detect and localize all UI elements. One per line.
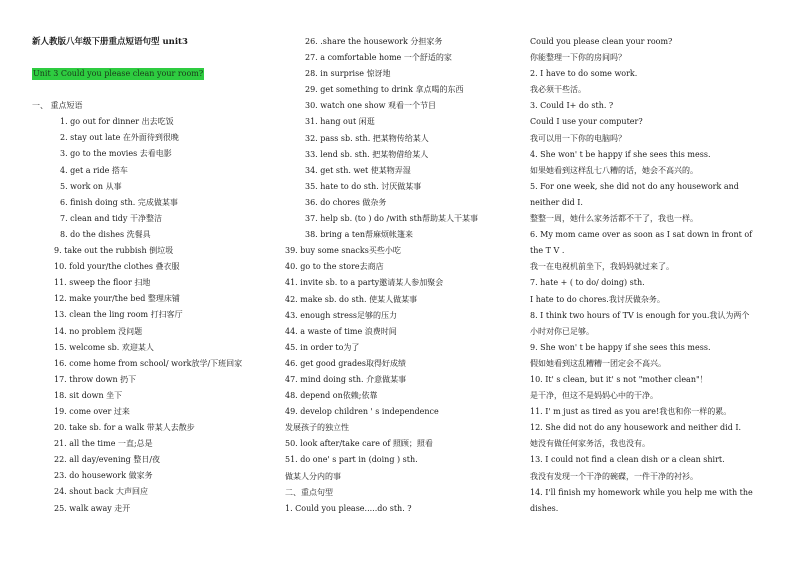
list-item: 8. I think two hours of TV is enough for you.我认为两个 (530, 310, 750, 320)
list-item: 6. My mom came over as soon as I sat down in front of (530, 230, 753, 240)
list-item: 35. hate to do sth. 讨厌做某事 (305, 181, 422, 191)
list-item: 3. Could I+ do sth. ? (530, 101, 614, 111)
list-item: Could you please clean your room? (530, 37, 673, 46)
list-item: 10. It' s clean, but it' s not "mother clean"！ (530, 374, 708, 384)
list-item: 24. shout back 大声回应 (54, 487, 149, 497)
phrase-list-middle (283, 34, 523, 517)
list-item: 做某人分内的事 (285, 471, 341, 481)
list-item: 12. make your/the bed 整理床铺 (54, 294, 180, 304)
list-item: 你能整理一下你的房间吗？ (530, 53, 626, 63)
list-item: 21. all the time 一直;总是 (54, 439, 153, 449)
list-item: 44. a waste of time 浪费时间 (285, 326, 397, 336)
list-item: 13. clean the ling room 打扫客厅 (54, 310, 183, 320)
column-left (32, 34, 282, 517)
list-item: 6. finish doing sth. 完成做某事 (60, 197, 178, 207)
list-item: 19. come over 过来 (54, 406, 130, 416)
list-item: 18. sit down 坐下 (54, 390, 123, 400)
list-item: 36. do chores 做杂务 (305, 197, 387, 207)
list-item: 17. throw down 扔下 (54, 374, 137, 384)
list-item: 28. in surprise 惊讶地 (305, 69, 391, 79)
column-right (530, 34, 770, 517)
list-item: 二、重点句型 (285, 487, 333, 497)
list-item: 2. I have to do some work. (530, 69, 638, 79)
list-item: 2. stay out late 在外面待到很晚 (60, 133, 179, 143)
list-item: 27. a comfortable home 一个舒适的家 (305, 53, 452, 63)
list-item: 11. sweep the floor 扫地 (54, 278, 151, 288)
list-item: 我一在电视机前坐下，我妈妈就过来了。 (530, 262, 674, 272)
phrase-list-left (32, 114, 282, 516)
list-item: 34. get sth. wet 使某物弄湿 (305, 165, 411, 175)
document-title: 新人教版八年级下册重点短语句型 unit3 (32, 37, 188, 47)
list-item: 30. watch one show 观看一个节目 (305, 101, 436, 111)
list-item: 我可以用一下你的电脑吗？ (530, 133, 626, 143)
list-item: 26. .share the housework 分担家务 (305, 37, 443, 46)
section-heading-phrases: 一、 重点短语 (32, 101, 83, 111)
list-item: 5. work on 从事 (60, 181, 122, 191)
list-item: 41. invite sb. to a party邀请某人参加聚会 (285, 278, 444, 288)
list-item: 如果她看到这样乱七八糟的话，她会不高兴的。 (530, 165, 698, 175)
list-item: 14. no problem 没问题 (54, 326, 143, 336)
list-item: 40. go to the store去商店 (285, 262, 384, 272)
list-item: 1. Could you please.....do sth. ? (285, 503, 412, 513)
list-item: 25. walk away 走开 (54, 503, 131, 513)
list-item: dishes. (530, 503, 559, 513)
list-item: 9. take out the rubbish 倒垃圾 (54, 246, 174, 256)
list-item: 13. I could not find a clean dish or a clean shirt. (530, 455, 725, 465)
list-item: 23. do housework 做家务 (54, 471, 153, 481)
list-item: 5. For one week, she did not do any housework and (530, 181, 739, 191)
spacer (32, 50, 282, 66)
list-item: 我没有发现一个干净的碗碟，一件干净的衬衫。 (530, 471, 698, 481)
list-item: 12. She did not do any housework and neither did I. (530, 423, 742, 433)
list-item: 51. do one' s part in (doing ) sth. (285, 455, 418, 465)
list-item: 38. bring a ten帮麻烦帐篷来 (305, 230, 413, 240)
list-item: 22. all day/evening 整日/夜 (54, 455, 161, 465)
list-item: 16. come home from school/ work放学/下班回家 (54, 358, 243, 368)
list-item: 我必须干些活。 (530, 85, 586, 95)
list-item: 29. get something to drink 拿点喝的东西 (305, 85, 464, 95)
unit-heading: Unit 3 Could you please clean your room? (33, 69, 204, 79)
list-item: the T V . (530, 246, 565, 256)
list-item: 48. depend on依赖;依靠 (285, 391, 378, 401)
list-item: 是干净，但这不是妈妈心中的干净。 (530, 391, 658, 401)
list-item: 发展孩子的独立性 (285, 423, 349, 433)
column-middle (283, 34, 523, 517)
list-item: 31. hang out 闲逛 (305, 117, 375, 127)
list-item: 14. I'll finish my homework while you help me with the (530, 487, 753, 497)
list-item: 假如她看到这乱糟糟一团定会不高兴。 (530, 358, 666, 368)
list-item: 45. in order to为了 (285, 342, 360, 352)
list-item: 3. go to the movies 去看电影 (60, 149, 172, 159)
list-item: 7. hate + ( to do/ doing) sth. (530, 278, 645, 288)
list-item: 15. welcome sb. 欢迎某人 (54, 342, 154, 352)
list-item: 小时对你已足够。 (530, 326, 594, 336)
list-item: 11. I' m just as tired as you are!我也和你一样的累。 (530, 407, 732, 417)
list-item: 46. get good grades取得好成绩 (285, 358, 406, 368)
list-item: 33. lend sb. sth. 把某物借给某人 (305, 149, 429, 159)
list-item: I hate to do chores.我讨厌做杂务。 (530, 294, 665, 304)
list-item: 4. get a ride 搭车 (60, 165, 128, 175)
list-item: 整整一周，她什么家务活都不干了，我也一样。 (530, 214, 698, 224)
list-item: neither did I. (530, 197, 583, 207)
list-item: 43. enough stress足够的压力 (285, 310, 398, 320)
list-item: 49. develop children ' s independence (285, 407, 439, 417)
list-item: 她没有做任何家务活，我也没有。 (530, 439, 650, 449)
list-item: 47. mind doing sth. 介意做某事 (285, 374, 407, 384)
list-item: 7. clean and tidy 干净整洁 (60, 213, 162, 223)
list-item: Could I use your computer? (530, 117, 643, 127)
list-item: 8. do the dishes 洗餐具 (60, 229, 151, 239)
list-item: 4. She won' t be happy if she sees this mess. (530, 149, 711, 159)
list-item: 9. She won' t be happy if she sees this mess. (530, 342, 711, 352)
spacer (32, 82, 282, 98)
list-item: 37. help sb. (to ) do /with sth帮助某人干某事 (305, 214, 479, 224)
list-item: 20. take sb. for a walk 带某人去散步 (54, 423, 195, 433)
list-item: 1. go out for dinner 出去吃饭 (60, 117, 174, 127)
list-item: 32. pass sb. sth. 把某物传给某人 (305, 133, 429, 143)
sentence-list-right (530, 34, 770, 517)
list-item: 10. fold your/the clothes 叠衣服 (54, 262, 180, 272)
list-item: 42. make sb. do sth. 使某人做某事 (285, 294, 418, 304)
list-item: 39. buy some snacks买些小吃 (285, 246, 401, 256)
list-item: 50. look after/take care of 照顾；照看 (285, 439, 433, 449)
